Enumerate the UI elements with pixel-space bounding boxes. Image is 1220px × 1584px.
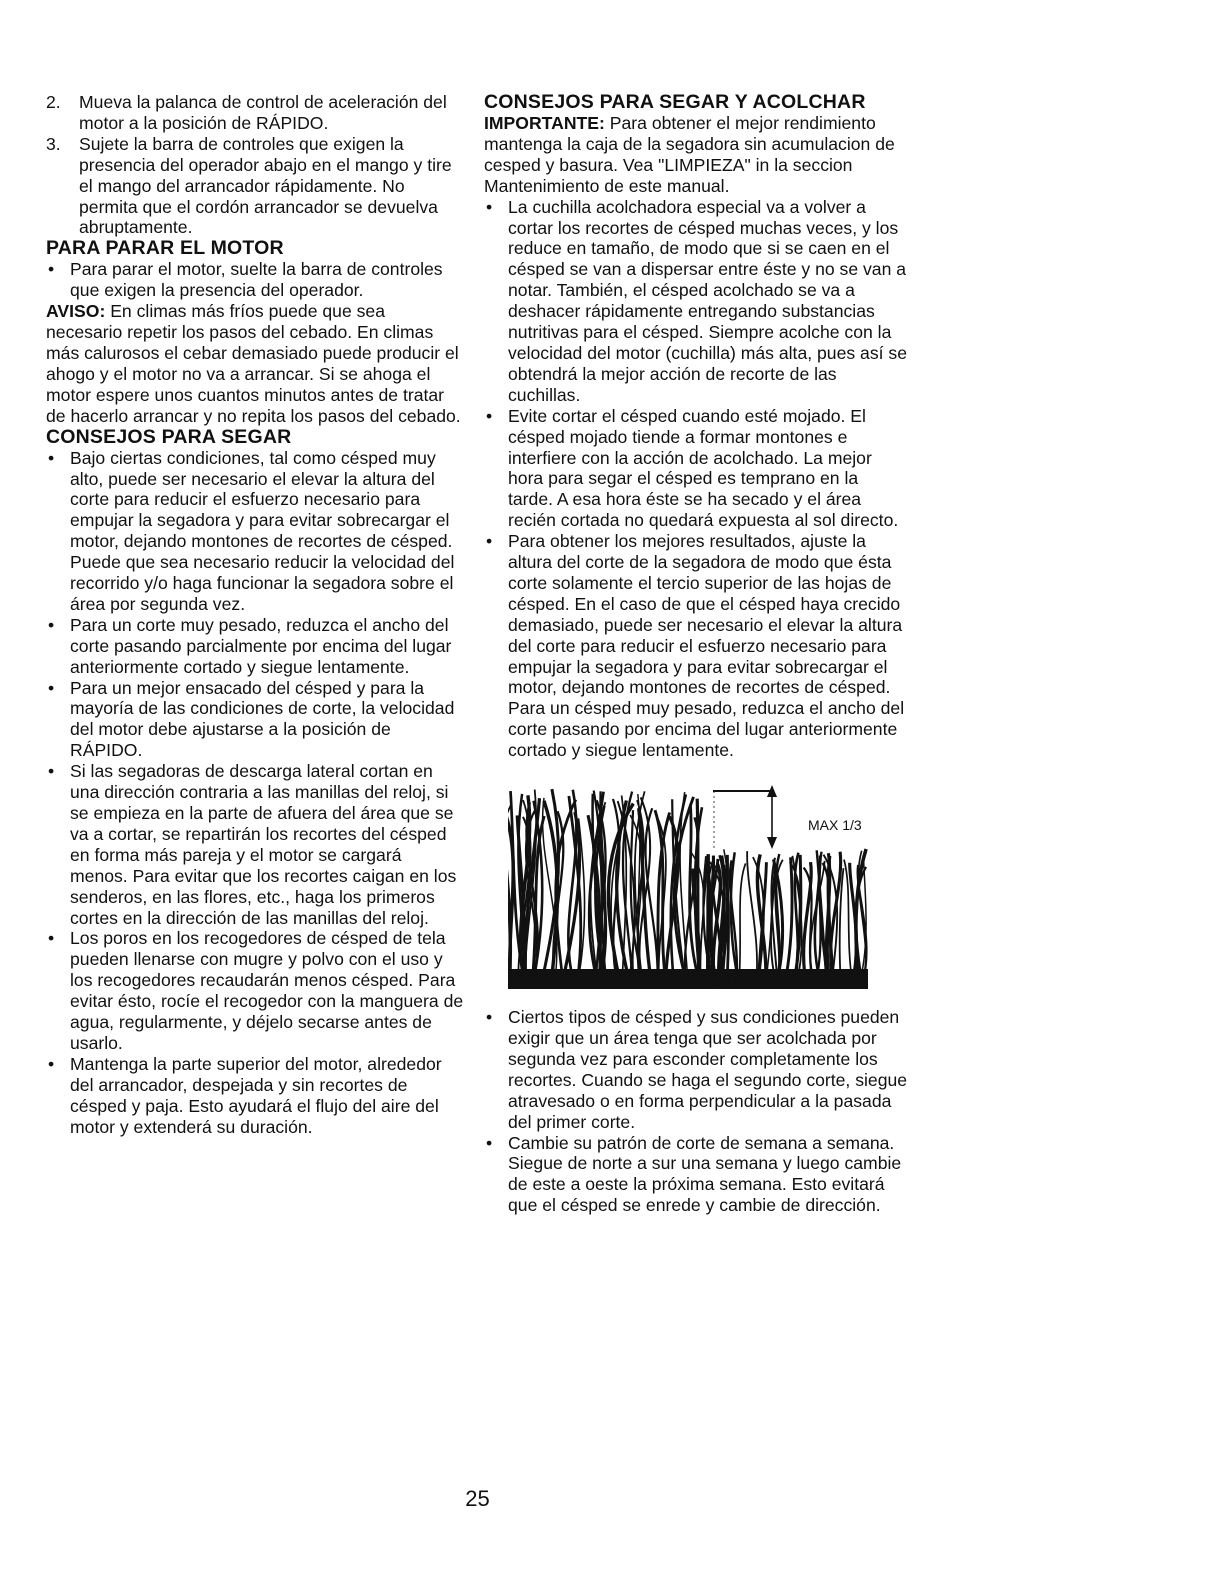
left-column (46, 92, 464, 1138)
list-item: • Para parar el motor, suelte la barra de controles que exigen la presencia del operador. (46, 259, 464, 301)
list-item: • Para un mejor ensacado del césped y para la mayoría de las condiciones de corte, la velocidad del motor debe ajustarse a la posición de RÁPIDO. (46, 678, 464, 762)
stop-engine-list (46, 259, 464, 301)
list-item: • Los poros en los recogedores de césped de tela pueden llenarse con mugre y polvo con el uso y los recogedores recaudarán menos césped. Para evitar ésto, rocíe el recogedor con la manguera de agua, regularmente, y déjelo secarse antes de usarlo. (46, 928, 464, 1053)
cut-grass-blade (747, 851, 757, 984)
step-text: Sujete la barra de controles que exigen la presencia del operador abajo en el mango y tire el mango del arrancador rápidamente. No permita que el cordón arrancador se devuelva abruptamente. (79, 133, 452, 238)
removed-third-area (716, 793, 772, 849)
list-item: • Ciertos tipos de césped y sus condiciones pueden exigir que un área tenga que ser acolchada por segunda vez para esconder completamente los recortes. Cuando se haga el segundo corte, siegue atravesado o en forma perpendicular a la pasada del primer corte. (484, 1007, 908, 1132)
cut-grass-blade (739, 863, 746, 984)
cut-grass-blade (794, 853, 798, 984)
list-item: • Para obtener los mejores resultados, ajuste la altura del corte de la segadora de modo que ésta corte solamente el tercio superior de las hojas de césped. En el caso de que el césped haya crecido demasiado, puede ser necesario el elevar la altura del corte para reducir el esfuerzo necesario para empujar la segadora y para evitar sobrecargar el motor, dejando montones de recortes de césped. Para un césped muy pesado, reduzca el ancho del corte pasando por encima del lugar anteriormente cortado y siegue lentamente. (484, 531, 908, 761)
mowing-tips-list (46, 448, 464, 1138)
important-label: IMPORTANTE: (484, 113, 605, 133)
start-steps-list (46, 92, 464, 238)
list-item: • La cuchilla acolchadora especial va a volver a cortar los recortes de césped muchas veces, y los reduce en tamaño, de modo que si se caen en el césped se van a dispersar entre éste y no se van a notar. También, el césped acolchado se va a deshacer rápidamente entregando substancias nutritivas para el césped. Siempre acolche con la velocidad del motor (cuchilla) más alta, pues así se obtendrá la mejor acción de recorte de las cuchillas. (484, 197, 908, 406)
step-number: 3. (46, 133, 61, 154)
max-cut-label: MAX 1/3 (808, 817, 862, 834)
list-item: • Para un corte muy pesado, reduzca el ancho del corte pasando parcialmente por encima del lugar anteriormente cortado y siegue lentamente. (46, 615, 464, 678)
right-column (484, 92, 908, 1216)
grass-height-illustration (508, 779, 904, 989)
stop-engine-heading: PARA PARAR EL MOTOR (46, 237, 284, 260)
step-text: Mueva la palanca de control de aceleración del motor a la posición de RÁPIDO. (79, 92, 447, 133)
list-item: • Evite cortar el césped cuando esté mojado. El césped mojado tiende a formar montones e interfiere con la acción de acolchado. La mejor hora para segar el césped es temprano en la tarde. A esa hora éste se ha secado y el área recién cortada no quedará expuesta al sol directo. (484, 406, 908, 531)
step-number: 2. (46, 92, 61, 112)
mowing-tips-heading: CONSEJOS PARA SEGAR (46, 425, 292, 448)
important-text: Para obtener el mejor rendimiento mantenga la caja de la segadora sin acumulacion de cesped y basura. Vea "LIMPIEZA" in la seccion Mantenimiento de este manual. (484, 113, 895, 196)
step-item (46, 134, 464, 239)
cut-grass-blade (785, 857, 792, 984)
notice-paragraph (46, 301, 464, 426)
list-item: • Si las segadoras de descarga lateral cortan en una dirección contraria a las manillas del reloj, si se empieza en la parte de afuera del área que se va a cortar, se repartirán los recortes del césped en forma más pareja y el motor se cargará menos. Para evitar que los recortes caigan en los senderos, en las flores, etc., haga los primeros cortes en la dirección de las manillas del reloj. (46, 761, 464, 928)
mulching-tips-list (484, 197, 908, 761)
list-item: • Cambie su patrón de corte de semana a semana. Siegue de norte a sur una semana y luego cambie de este a oeste la próxima semana. Esto evitará que el césped se enrede y cambie de dirección. (484, 1133, 908, 1217)
list-item: • Mantenga la parte superior del motor, alrededor del arrancador, despejada y sin recortes de césped y paja. Esto ayudará el flujo del aire del motor y extenderá su duración. (46, 1054, 464, 1138)
page-number: 25 (465, 1486, 490, 1511)
grass-blades-drawing (508, 779, 878, 989)
notice-label: AVISO: (46, 301, 106, 322)
important-paragraph (484, 113, 908, 197)
mulching-tips-heading: CONSEJOS PARA SEGAR Y ACOLCHAR (484, 91, 866, 113)
list-item: • Bajo ciertas condiciones, tal como césped muy alto, puede ser necesario el elevar la altura del corte para reducir el esfuerzo necesario para empujar la segadora y para evitar sobrecargar el motor, dejando montones de recortes de césped. Puede que sea necesario reducir la velocidad del recorrido y/o haga funcionar la segadora sobre el área por segunda vez. (46, 448, 464, 615)
step-item (46, 92, 464, 134)
mulching-tips-list-continued (484, 1007, 908, 1216)
notice-text: En climas más fríos puede que sea necesario repetir los pasos del cebado. En climas más calurosos el cebar demasiado puede producir el ahogo y el motor no va a arrancar. Si se ahoga el motor espere unos cuantos minutos antes de tratar de hacerlo arrancar y no repita los pasos del cebado. (46, 301, 461, 426)
